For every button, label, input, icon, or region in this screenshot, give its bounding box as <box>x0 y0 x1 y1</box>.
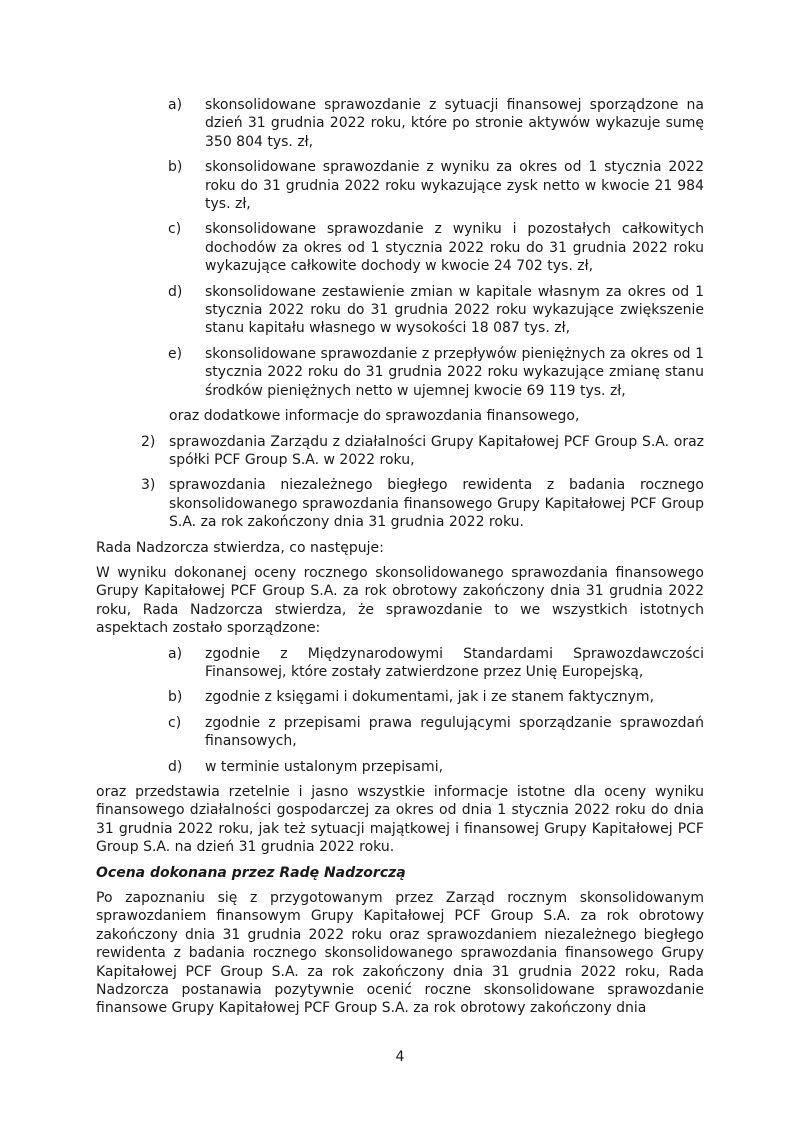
list-item-label: c) <box>168 714 182 731</box>
list-item <box>96 476 704 531</box>
list-item-label: c) <box>168 221 182 238</box>
paragraph: Po zapoznaniu się z przygotowanym przez Zarząd rocznym skonsolidowanym sprawozdaniem finansowym Grupy Kapitałowej PCF Group S.A. za rok obrotowy zakończony dnia 31 grudnia 2022 roku oraz sprawozdaniem niezależnego biegłego rewidenta z badania rocznego skonsolidowanego sprawozdania finansowego Grupy Kapitałowej PCF Group S.A. za rok zakończony dnia 31 grudnia 2022 roku, Rada Nadzorcza postanawia pozytywnie ocenić roczne skonsolidowane sprawozdanie finansowe Grupy Kapitałowej PCF Group S.A. za rok obrotowy zakończony dnia <box>96 890 704 1017</box>
list-item-text: zgodnie z przepisami prawa regulującymi sporządzanie sprawozdań finansowych, <box>205 714 704 750</box>
list-note: oraz dodatkowe informacje do sprawozdania finansowego, <box>169 408 580 425</box>
list-item-label: b) <box>168 689 183 706</box>
list-item <box>96 688 704 706</box>
list-item-label: 3) <box>141 477 156 494</box>
list-item-label: a) <box>168 97 183 113</box>
list-item-text: skonsolidowane sprawozdanie z wyniku i pozostałych całkowitych dochodów za okres od 1 stycznia 2022 roku do 31 grudnia 2022 roku wykazujące całkowite dochody w kwocie 24 702 tys. zł, <box>205 221 704 275</box>
document-body <box>96 96 704 1025</box>
list-item-text: skonsolidowane sprawozdanie z przepływów pieniężnych za okres od 1 stycznia 2022 roku do 31 grudnia 2022 roku wykazujące zmianę stanu środków pieniężnych netto w ujemnej kwocie 69 119 tys. zł, <box>205 345 704 399</box>
paragraph: oraz przedstawia rzetelnie i jasno wszystkie informacje istotne dla oceny wyniku finansowego działalności gospodarczej za okres od dnia 1 stycznia 2022 roku do dnia 31 grudnia 2022 roku, jak też sytuacji majątkowej i finansowej Grupy Kapitałowej PCF Group S.A. na dzień 31 grudnia 2022 roku. <box>96 784 704 856</box>
list-item-label: d) <box>168 283 183 300</box>
list-item-label: 2) <box>141 433 156 450</box>
paragraph: Rada Nadzorcza stwierdza, co następuje: <box>96 539 384 556</box>
list-item <box>96 283 704 338</box>
list-item <box>96 158 704 213</box>
list-item-text: zgodnie z księgami i dokumentami, jak i ze stanem faktycznym, <box>205 689 655 706</box>
list-item-label: b) <box>168 159 183 176</box>
paragraph: W wyniku dokonanej oceny rocznego skonsolidowanego sprawozdania finansowego Grupy Kapitałowej PCF Group S.A. za rok obrotowy zakończony dnia 31 grudnia 2022 roku, Rada Nadzorcza stwierdza, że sprawozdanie to we wszystkich istotnych aspektach zostało sporządzone: <box>96 564 704 637</box>
list-item-text: sprawozdania Zarządu z działalności Grupy Kapitałowej PCF Group S.A. oraz spółki PCF Group S.A. w 2022 roku, <box>169 433 704 468</box>
list-item-text: sprawozdania niezależnego biegłego rewidenta z badania rocznego skonsolidowanego sprawozdania finansowego Grupy Kapitałowej PCF Group S.A. za rok zakończony dnia 31 grudnia 2022 roku. <box>169 477 704 531</box>
list-item-text: skonsolidowane sprawozdanie z wyniku za okres od 1 stycznia 2022 roku do 31 grudnia 2022 roku wykazujące zysk netto w kwocie 21 984 tys. zł, <box>205 159 704 213</box>
list-item-label: a) <box>168 645 183 662</box>
list-item <box>96 220 704 275</box>
list-item <box>96 714 704 751</box>
list-item-text: zgodnie z Międzynarodowymi Standardami Sprawozdawczości Finansowej, które zostały zatwierdzone przez Unię Europejską, <box>205 645 704 680</box>
list-item-label: d) <box>168 758 183 775</box>
page-number: 4 <box>395 1049 405 1065</box>
list-item-text: w terminie ustalonym przepisami, <box>205 758 444 775</box>
list-item <box>96 433 704 470</box>
list-item <box>96 345 704 400</box>
list-item-text: skonsolidowane sprawozdanie z sytuacji finansowej sporządzone na dzień 31 grudnia 2022 roku, które po stronie aktywów wykazuje sumę 350 804 tys. zł, <box>205 97 704 150</box>
list-item-text: skonsolidowane zestawienie zmian w kapitale własnym za okres od 1 stycznia 2022 roku do 31 grudnia 2022 roku wykazujące zwiększenie stanu kapitału własnego w wysokości 18 087 tys. zł, <box>205 283 704 337</box>
list-item-label: e) <box>168 345 183 362</box>
section-heading: Ocena dokonana przez Radę Nadzorczą <box>96 864 406 881</box>
list-item <box>96 96 704 151</box>
list-item <box>96 758 704 776</box>
list-item <box>96 645 704 682</box>
